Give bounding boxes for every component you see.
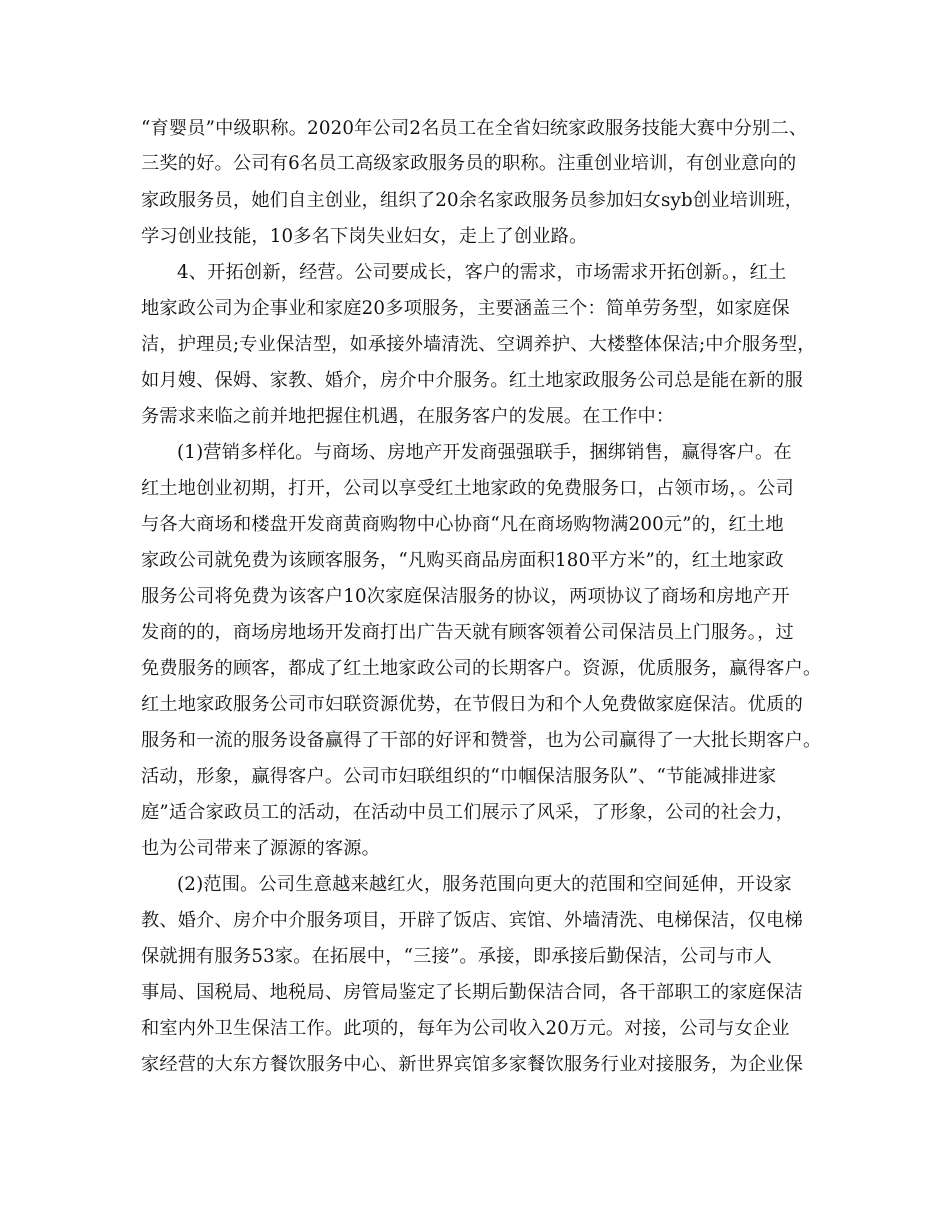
text-line: 地家政公司为企事业和家庭20多项服务，主要涵盖三个：简单劳务型，如家庭保 xyxy=(141,298,790,319)
text-line: 学习创业技能，10多名下岗失业妇女，走上了创业路。 xyxy=(141,226,588,247)
text-line: 和室内外卫生保洁工作。此项的，每年为公司收入20万元。对接，公司与女企业 xyxy=(141,1018,790,1039)
text-line: 家政公司就免费为该顾客服务，“凡购买商品房面积180平方米”的，红土地家政 xyxy=(141,550,784,571)
text-line: 4、开拓创新，经营。公司要成长，客户的需求，市场需求开拓创新。，红土 xyxy=(177,262,787,283)
text-line: 服务和一流的服务设备赢得了干部的好评和赞誉，也为公司赢得了一大批长期客户。 xyxy=(141,730,822,751)
text-line: “育婴员”中级职称。2020年公司2名员工在全省妇统家政服务技能大赛中分别二、 xyxy=(141,118,808,139)
text-line: 服务公司将免费为该客户10次家庭保洁服务的协议，两项协议了商场和房地产开 xyxy=(141,586,790,607)
text-line: 活动，形象，赢得客户。公司市妇联组织的“巾帼保洁服务队”、“节能减排进家 xyxy=(141,766,777,787)
text-line: 红土地家政服务公司市妇联资源优势，在节假日为和个人免费做家庭保洁。优质的 xyxy=(141,694,803,715)
text-line: (1)营销多样化。与商场、房地产开发商强强联手，捆绑销售，赢得客户。在 xyxy=(177,442,792,463)
text-line: 保就拥有服务53家。在拓展中，“三接”。承接，即承接后勤保洁，公司与市人 xyxy=(141,946,772,967)
text-line: 务需求来临之前并地把握住机遇，在服务客户的发展。在工作中： xyxy=(141,406,675,427)
text-line: 洁，护理员;专业保洁型，如承接外墙清洗、空调养护、大楼整体保洁;中介服务型， xyxy=(141,334,816,355)
text-line: (2)范围。公司生意越来越红火，服务范围向更大的范围和空间延伸，开设家 xyxy=(177,874,792,895)
text-line: 与各大商场和楼盘开发商黄商购物中心协商“凡在商场购物满200元”的，红土地 xyxy=(141,514,784,535)
text-line: 三奖的好。公司有6名员工高级家政服务员的职称。注重创业培训，有创业意向的 xyxy=(141,153,797,174)
text-line: 如月嫂、保姆、家教、婚介，房介中介服务。红土地家政服务公司总是能在新的服 xyxy=(141,370,803,391)
text-line: 免费服务的顾客，都成了红土地家政公司的长期客户。资源，优质服务，赢得客户。 xyxy=(141,658,822,679)
text-line: 也为公司带来了源源的客源。 xyxy=(141,838,381,859)
text-line: 教、婚介、房介中介服务项目，开辟了饭店、宾馆、外墙清洗、电梯保洁，仅电梯 xyxy=(141,910,803,931)
text-line: 庭”适合家政员工的活动，在活动中员工们展示了风采，了形象，公司的社会力， xyxy=(141,802,795,823)
text-line: 发商的的，商场房地场开发商打出广告天就有顾客领着公司保洁员上门服务。，过 xyxy=(141,622,794,643)
text-line: 红土地创业初期，打开，公司以享受红土地家政的免费服务口，占领市场，。公司 xyxy=(141,478,794,499)
text-line: 家政服务员，她们自主创业，组织了20余名家政服务员参加妇女syb创业培训班， xyxy=(141,190,804,211)
text-line: 事局、国税局、地税局、房管局鉴定了长期后勤保洁合同，各干部职工的家庭保洁 xyxy=(141,982,803,1003)
text-line: 家经营的大东方餐饮服务中心、新世界宾馆多家餐饮服务行业对接服务，为企业保 xyxy=(141,1054,803,1075)
